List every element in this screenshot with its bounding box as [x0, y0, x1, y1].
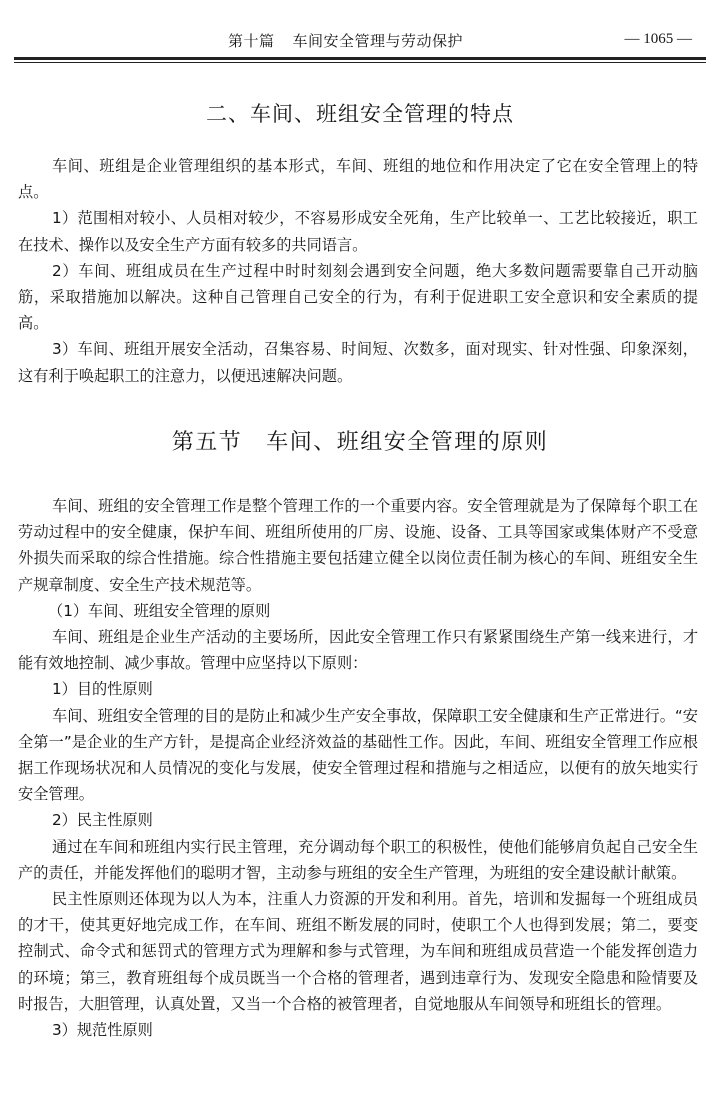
features-intro: 车间、班组是企业管理组织的基本形式，车间、班组的地位和作用决定了它在安全管理上的特点。: [18, 157, 698, 202]
chapter-number: 第五节: [171, 430, 243, 455]
page-number: — 1065 —: [624, 31, 692, 47]
section-heading: 二、车间、班组安全管理的特点: [206, 102, 514, 126]
chapter-heading: [0, 425, 720, 456]
principles-sub-heading: （1）车间、班组安全管理的原则: [48, 601, 271, 620]
header-rule-thin: [14, 62, 706, 63]
principles-sub-intro: 车间、班组是企业生产活动的主要场所，因此安全管理工作只有紧紧围绕生产第一线来进行，才能有效地控制、减少事故。管理中应坚持以下原则：: [18, 628, 698, 673]
chapter-title: 车间、班组安全管理的原则: [266, 430, 549, 455]
purpose-principle-text: 车间、班组安全管理的目的是防止和减少生产安全事故，保障职工安全健康和生产正常进行。“安全第一”是企业的生产方针，是提高企业经济效益的基础性工作。因此，车间、班组安全管理工作应根据工作现场状况和人员情况的变化与发展，使安全管理过程和措施与之相适应，以便有的放矢地实行安全管理。: [18, 706, 698, 804]
purpose-principle-heading: 1）目的性原则: [52, 680, 153, 699]
header-part: 第十篇: [228, 32, 275, 50]
features-section: [18, 153, 698, 389]
running-header: [18, 30, 702, 52]
democracy-principle-text-2: 民主性原则还体现为以人为本，注重人力资源的开发和利用。首先，培训和发掘每一个班组成员的才干，使其更好地完成工作，在车间、班组不断发展的同时，使职工个人也得到发展；第二，要变控制式、命令式和惩罚式的管理方式为理解和参与式管理，为车间和班组成员营造一个能发挥创造力的环境；第三，教育班组每个成员既当一个合格的管理者，遇到违章行为、发现安全隐患和险情要及时报告，大胆管理，认真处置，又当一个合格的被管理者，自觉地服从车间领导和班组长的管理。: [18, 890, 698, 1013]
features-item-1: 1）范围相对较小、人员相对较少，不容易形成安全死角，生产比较单一、工艺比较接近，职工在技术、操作以及安全生产方面有较多的共同语言。: [18, 209, 698, 254]
democracy-principle-text-1: 通过在车间和班组内实行民主管理，充分调动每个职工的积极性，使他们能够肩负起自己安全生产的责任，并能发挥他们的聪明才智，主动参与班组的安全生产管理，为班组的安全建设献计献策。: [18, 837, 698, 882]
principles-section: [18, 493, 698, 1043]
principles-intro: 车间、班组的安全管理工作是整个管理工作的一个重要内容。安全管理就是为了保障每个职工在劳动过程中的安全健康，保护车间、班组所使用的厂房、设施、设备、工具等国家或集体财产不受意外损失而采取的综合性措施。综合性措施主要包括建立健全以岗位责任制为核心的车间、班组安全生产规章制度、安全生产技术规范等。: [18, 497, 698, 594]
header-chapter-title: 车间安全管理与劳动保护: [292, 32, 464, 50]
header-title: [228, 30, 463, 51]
democracy-principle-heading: 2）民主性原则: [52, 811, 153, 830]
features-item-3: 3）车间、班组开展安全活动，召集容易、时间短、次数多，面对现实、针对性强、印象深刻，这有利于唤起职工的注意力，以便迅速解决问题。: [18, 340, 698, 385]
norm-principle-heading: 3）规范性原则: [52, 1021, 153, 1040]
header-rule-thick: [14, 57, 706, 60]
features-item-2: 2）车间、班组成员在生产过程中时时刻刻会遇到安全问题，绝大多数问题需要靠自己开动脑筋，采取措施加以解决。这种自己管理自己安全的行为，有利于促进职工安全意识和安全素质的提高。: [18, 261, 698, 333]
